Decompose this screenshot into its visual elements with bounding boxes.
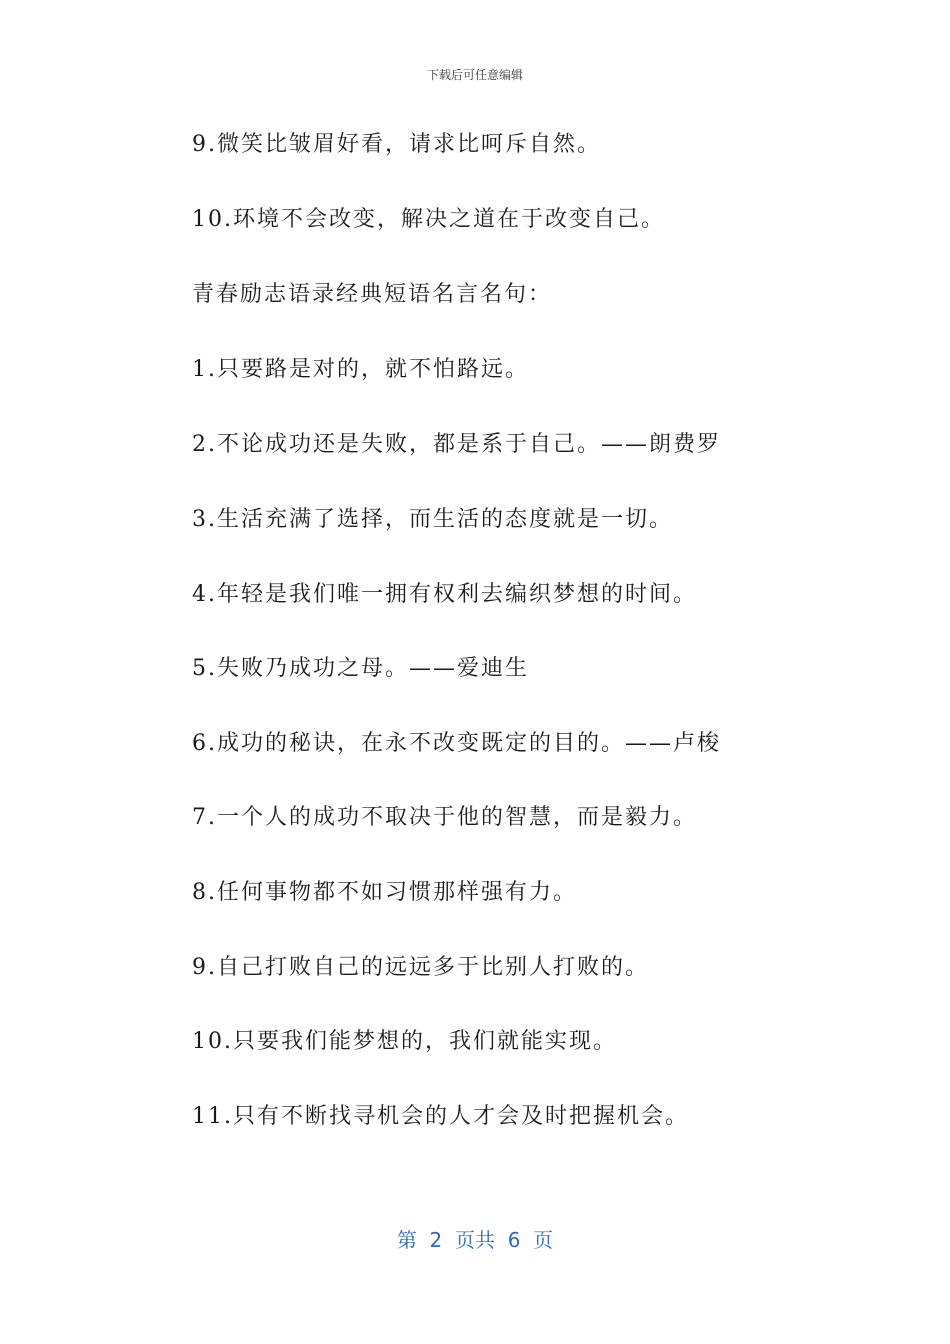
- text-line: 7.一个人的成功不取决于他的智慧，而是毅力。: [192, 805, 697, 830]
- text-line: 8.任何事物都不如习惯那样强有力。: [192, 880, 577, 905]
- text-line: 1.只要路是对的，就不怕路远。: [192, 357, 529, 382]
- text-line: 2.不论成功还是失败，都是系于自己。——朗费罗: [192, 432, 721, 457]
- text-line: 10.只要我们能梦想的，我们就能实现。: [192, 1029, 617, 1054]
- text-line: 6.成功的秘诀，在永不改变既定的目的。——卢梭: [192, 731, 721, 756]
- text-line: 10.环境不会改变，解决之道在于改变自己。: [192, 207, 665, 232]
- text-line: 4.年轻是我们唯一拥有权利去编织梦想的时间。: [192, 582, 697, 607]
- text-line: 9.自己打败自己的远远多于比别人打败的。: [192, 955, 649, 980]
- text-line: 9.微笑比皱眉好看，请求比呵斥自然。: [192, 132, 601, 157]
- page-number-footer: 第 2 页共 6 页: [396, 1228, 554, 1252]
- text-line: 5.失败乃成功之母。——爱迪生: [192, 656, 529, 681]
- text-line: 11.只有不断找寻机会的人才会及时把握机会。: [192, 1104, 689, 1129]
- text-line: 3.生活充满了选择，而生活的态度就是一切。: [192, 507, 673, 532]
- section-heading: 青春励志语录经典短语名言名句：: [192, 282, 553, 307]
- page-header: 下载后可任意编辑: [426, 68, 523, 82]
